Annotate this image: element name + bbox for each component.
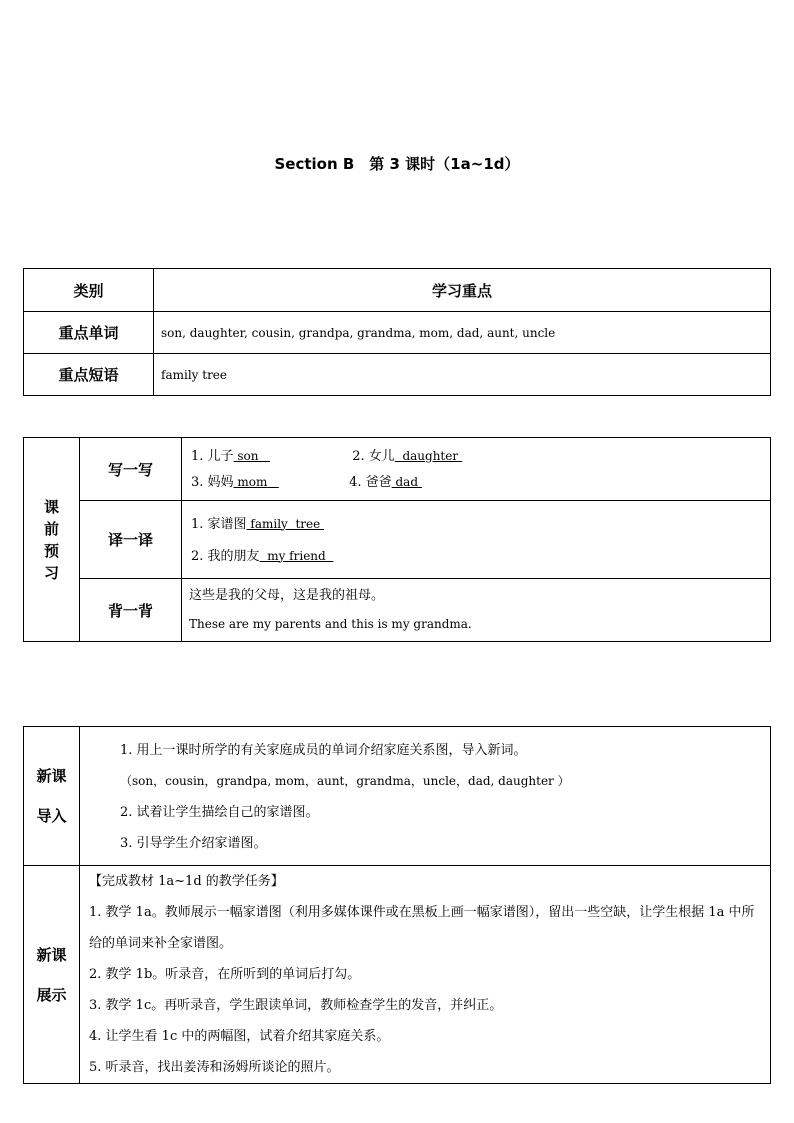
show-side-label: 新课 展示	[24, 866, 80, 1084]
table-row	[24, 438, 771, 501]
header-category: 类别	[24, 269, 154, 312]
write-line-2: 3. 妈妈 mom 4. 爸爸 dad	[182, 468, 770, 500]
show-cell	[80, 866, 771, 1084]
page-title: Section B 第 3 课时（1a~1d）	[274, 155, 520, 173]
key-words: son, daughter, cousin, grandpa, grandma, mom, dad, aunt, uncle	[154, 312, 771, 354]
translate-label: 译一译	[80, 501, 182, 579]
table-row	[24, 501, 771, 579]
intro-line-3: 2. 试着让学生描绘自己的家谱图。	[120, 805, 319, 820]
recite-zh: 这些是我的父母，这是我的祖母。	[189, 588, 385, 603]
intro-line-1: 1. 用上一课时所学的有关家庭成员的单词介绍家庭关系图，导入新词。	[120, 743, 527, 758]
translate-cell	[182, 501, 771, 579]
show-heading: 【完成教材 1a~1d 的教学任务】	[89, 874, 284, 889]
answer-my-friend: my friend	[267, 548, 326, 563]
recite-en: These are my parents and this is my grandma.	[189, 617, 472, 631]
row-label-phrases: 重点短语	[24, 354, 154, 396]
table-header-row	[24, 269, 771, 312]
intro-cell	[80, 727, 771, 866]
preview-side-label: 课前预习	[24, 438, 80, 642]
key-phrases: family tree	[154, 354, 771, 396]
show-item-1: 1. 教学 1a。教师展示一幅家谱图（利用多媒体课件或在黑板上画一幅家谱图），留出一些空缺，让学生根据 1a 中所给的单词来补全家谱图。	[89, 905, 755, 951]
preview-table	[23, 437, 771, 642]
answer-dad: dad	[395, 474, 419, 489]
header-focus: 学习重点	[154, 269, 771, 312]
table-row	[24, 579, 771, 642]
answer-daughter: daughter	[402, 448, 459, 463]
table-row	[24, 866, 771, 1084]
answer-family-tree: family tree	[250, 516, 321, 531]
write-label: 写一写	[80, 438, 182, 501]
show-item-4: 4. 让学生看 1c 中的两幅图，试着介绍其家庭关系。	[89, 1029, 390, 1044]
write-cell	[182, 438, 771, 501]
show-item-5: 5. 听录音，找出姜涛和汤姆所谈论的照片。	[89, 1060, 340, 1075]
answer-son: son	[237, 448, 259, 463]
write-line-1: 1. 儿子 son 2. 女儿 daughter	[182, 439, 770, 468]
show-item-3: 3. 教学 1c。再听录音，学生跟读单词，教师检查学生的发音，并纠正。	[89, 998, 503, 1013]
intro-line-4: 3. 引导学生介绍家谱图。	[120, 836, 267, 851]
lesson-table	[23, 726, 771, 1084]
show-item-2: 2. 教学 1b。听录音，在所听到的单词后打勾。	[89, 967, 361, 982]
table-row	[24, 354, 771, 396]
answer-mom: mom	[237, 474, 268, 489]
recite-cell	[182, 579, 771, 642]
focus-table	[23, 268, 771, 396]
translate-line-1: 1. 家谱图 family tree	[182, 508, 770, 540]
intro-side-label: 新课 导入	[24, 727, 80, 866]
table-row	[24, 312, 771, 354]
intro-line-2: （son，cousin，grandpa, mom，aunt，grandma，uncle，dad, daughter ）	[120, 774, 570, 788]
translate-line-2: 2. 我的朋友 my friend	[182, 540, 770, 572]
recite-label: 背一背	[80, 579, 182, 642]
row-label-words: 重点单词	[24, 312, 154, 354]
table-row	[24, 727, 771, 866]
